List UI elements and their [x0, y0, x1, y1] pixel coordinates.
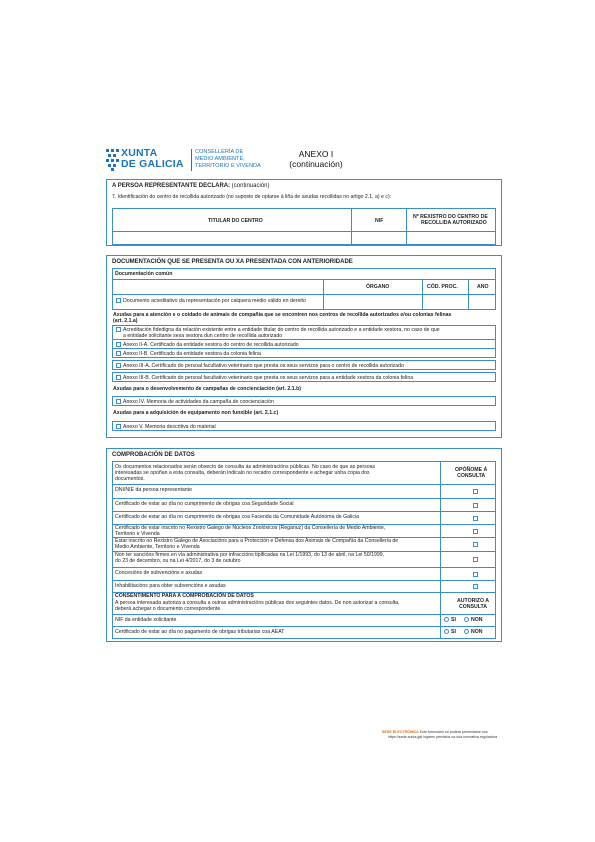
logo-name: XUNTA DE GALICIA — [121, 147, 184, 170]
col-oponse: OPÓÑOME Á CONSULTA — [455, 467, 488, 479]
oponse-checkbox[interactable] — [473, 572, 478, 577]
col-cod-proc: CÓD. PROC. — [427, 284, 458, 290]
consent-non-label: NON — [471, 629, 483, 635]
doc-a4-checkbox[interactable] — [116, 363, 121, 368]
data-check-item-label: DNI/NIE da persoa representante — [115, 487, 192, 493]
consent-si-label: SI — [451, 629, 456, 635]
common-docs-table — [112, 268, 496, 310]
section-data-check-title: COMPROBACIÓN DE DATOS — [112, 452, 195, 458]
oponse-checkbox[interactable] — [473, 503, 478, 508]
doc-b1-checkbox[interactable] — [116, 399, 121, 404]
data-check-item-label: Non ter sancións firmes en vía administrativa por infraccións tipificadas na Lei 1/1993, do 13 de abril, na Lei 50/1999, do 23 de decembro, ou na Lei 4/2017, do 3 de outubro — [115, 552, 385, 564]
col-ano: ANO — [477, 284, 489, 290]
sede-url[interactable]: https://sede.xunta.gal — [388, 734, 423, 739]
doc-c1-row: Anexo V. Memoria descritiva do material — [112, 421, 496, 431]
titular-input[interactable] — [114, 232, 350, 243]
common-docs-label: Documentación común — [115, 271, 173, 277]
doc-a2-checkbox[interactable] — [116, 342, 121, 347]
data-check-item-label: Concesións de subvencións e axudas — [115, 570, 203, 576]
section-declaration-title: A PERSOA REPRESENTANTE DECLARA: (continuación) — [112, 183, 270, 189]
doc-representacion-checkbox[interactable] — [116, 298, 121, 303]
xunta-logo — [106, 148, 276, 174]
group-a-label: Axudas para a atención e o coidado de animais de compañía que se encontren nos centros de recollida autorizados e/ou colonias felinas (art. 2.1.a) — [113, 312, 452, 324]
group-c-label: Axudas para a adquisición de equipamento non funxible (art. 2.1.c) — [113, 410, 279, 416]
data-check-item-label: Estar inscrito no Rexistro Galego de Asociacións para a Protección e Defensa dos Animais de Compañía da Consellería de Medio Ambiente, Territorio e Vivenda — [115, 538, 399, 550]
consent-si-radio[interactable] — [444, 629, 449, 634]
consent-item-label: Certificado de estar ao día no pagamento de obrigas tributarias coa AEAT — [115, 629, 285, 635]
doc-a5-checkbox[interactable] — [116, 375, 121, 380]
doc-a1-row: Acreditación fidedigna da relación existente entre a entidade titular do centro de recollida autorizado e a entidade xestora, no caso de que a entidade solicitante sexa xestora dun centro de recollida autorizado — [112, 325, 496, 340]
col-titular: TITULAR DO CENTRO — [208, 218, 263, 224]
nif-input[interactable] — [353, 232, 405, 243]
item7-label: 7. Identificación do centro de recollida autorizado (no suposto de optarse á liña de axudas recollidas no artigo 2.1, a) e c): — [112, 194, 392, 200]
oponse-checkbox[interactable] — [473, 516, 478, 521]
oponse-checkbox[interactable] — [473, 557, 478, 562]
doc-a1-checkbox[interactable] — [116, 327, 121, 332]
sede-label: SEDE ELECTRÓNICA — [382, 730, 419, 734]
doc-a3-checkbox[interactable] — [116, 351, 121, 356]
data-check-intro: Os documentos relacionados serán obxecto de consulta ás administracións públicas. No caso de que as persoas interesadas se opoñan a esta consulta, deberán indicalo no recadro correspondente e achegar unha copia dos documentos. — [115, 464, 376, 482]
consent-text: A persoa interesada autoriza a consulta a outras administracións públicas dos seguintes datos. De non autorizar a consulta, deberá achegar o documento correspondente. — [115, 600, 400, 612]
oponse-checkbox[interactable] — [473, 489, 478, 494]
doc-a3-row: Anexo II-B. Certificado da entidade xestora da colonia felina — [112, 348, 496, 358]
col-nif: NIF — [375, 218, 384, 224]
col-organo: ÓRGANO — [366, 284, 390, 290]
col-registro: Nº REXISTRO DO CENTRO DE RECOLLIDA AUTORIZADO — [413, 214, 488, 226]
section-data-check — [106, 448, 502, 642]
anexo-subtitle: (continuación) — [289, 158, 343, 169]
consent-non-label: NON — [471, 617, 483, 623]
anexo-title: ANEXO I — [298, 149, 334, 159]
oponse-checkbox[interactable] — [473, 542, 478, 547]
data-check-item-label: Certificado de estar ao día no cumprimento de obrigas coa Seguridade Social — [115, 501, 294, 507]
doc-b1-row: Anexo IV. Memoria de actividades da campaña de concienciación — [112, 396, 496, 406]
col-autorizo: AUTORIZO A CONSULTA — [457, 598, 489, 610]
consent-title: CONSENTIMENTO PARA A COMPROBACIÓN DE DATOS — [115, 593, 254, 599]
galicia-emblem-icon — [106, 149, 119, 171]
consent-si-label: SI — [451, 617, 456, 623]
anexo-heading — [280, 150, 352, 169]
footer-note: SEDE ELECTRÓNICA Este formulario só poderá presentarse nos https://sede.xunta.gal lugares previstos na súa normativa reguladora — [382, 730, 498, 739]
doc-c1-checkbox[interactable] — [116, 424, 121, 429]
logo-department: CONSELLERÍA DE MEDIO AMBIENTE, TERRITORIO E VIVENDA — [195, 149, 261, 169]
doc-a2-row: Anexo II-A. Certificado da entidade xestora do centro de recollida autorizado — [112, 339, 496, 349]
registro-input[interactable] — [408, 232, 494, 243]
section-declaration — [106, 179, 502, 246]
data-check-item-label: Certificado de estar ao día no cumprimento de obrigas coa Facenda da Comunidade Autónoma de Galicia — [115, 514, 359, 520]
consent-si-radio[interactable] — [444, 617, 449, 622]
data-check-item-label: Inhabilitacións para obter subvencións e axudas — [115, 583, 226, 589]
section-documentation — [106, 255, 502, 438]
consent-non-radio[interactable] — [464, 629, 469, 634]
consent-item-label: NIF da entidade solicitante — [115, 617, 177, 623]
doc-a4-row: Anexo III-A. Certificado do persoal facultativo veterinario que presta os seus servizos para o centro de recollida autorizado — [112, 360, 496, 370]
consent-non-radio[interactable] — [464, 617, 469, 622]
oponse-checkbox[interactable] — [473, 529, 478, 534]
data-check-item-label: Certificado de estar inscrito no Rexistro Galego de Núcleos Zoolóxicos (Reganuz) da Consellería de Medio Ambiente, Territorio e Vivenda — [115, 525, 386, 537]
centro-table — [112, 208, 496, 245]
doc-a5-row: Anexo III-B. Certificado do persoal facultativo veterinario que presta os seus servizos para a entidade xestora da colonia felina — [112, 372, 496, 382]
oponse-checkbox[interactable] — [473, 584, 478, 589]
data-check-table — [112, 461, 496, 639]
group-b-label: Axudas para o desenvolvemento de campañas de concienciación (art. 2.1.b) — [113, 386, 301, 392]
doc-representacion-label: Documento acreditativo da representación por calquera medio válido en dereito — [123, 298, 306, 304]
section-documentation-title: DOCUMENTACIÓN QUE SE PRESENTA OU XA PRESENTADA CON ANTERIORIDADE — [112, 259, 353, 265]
